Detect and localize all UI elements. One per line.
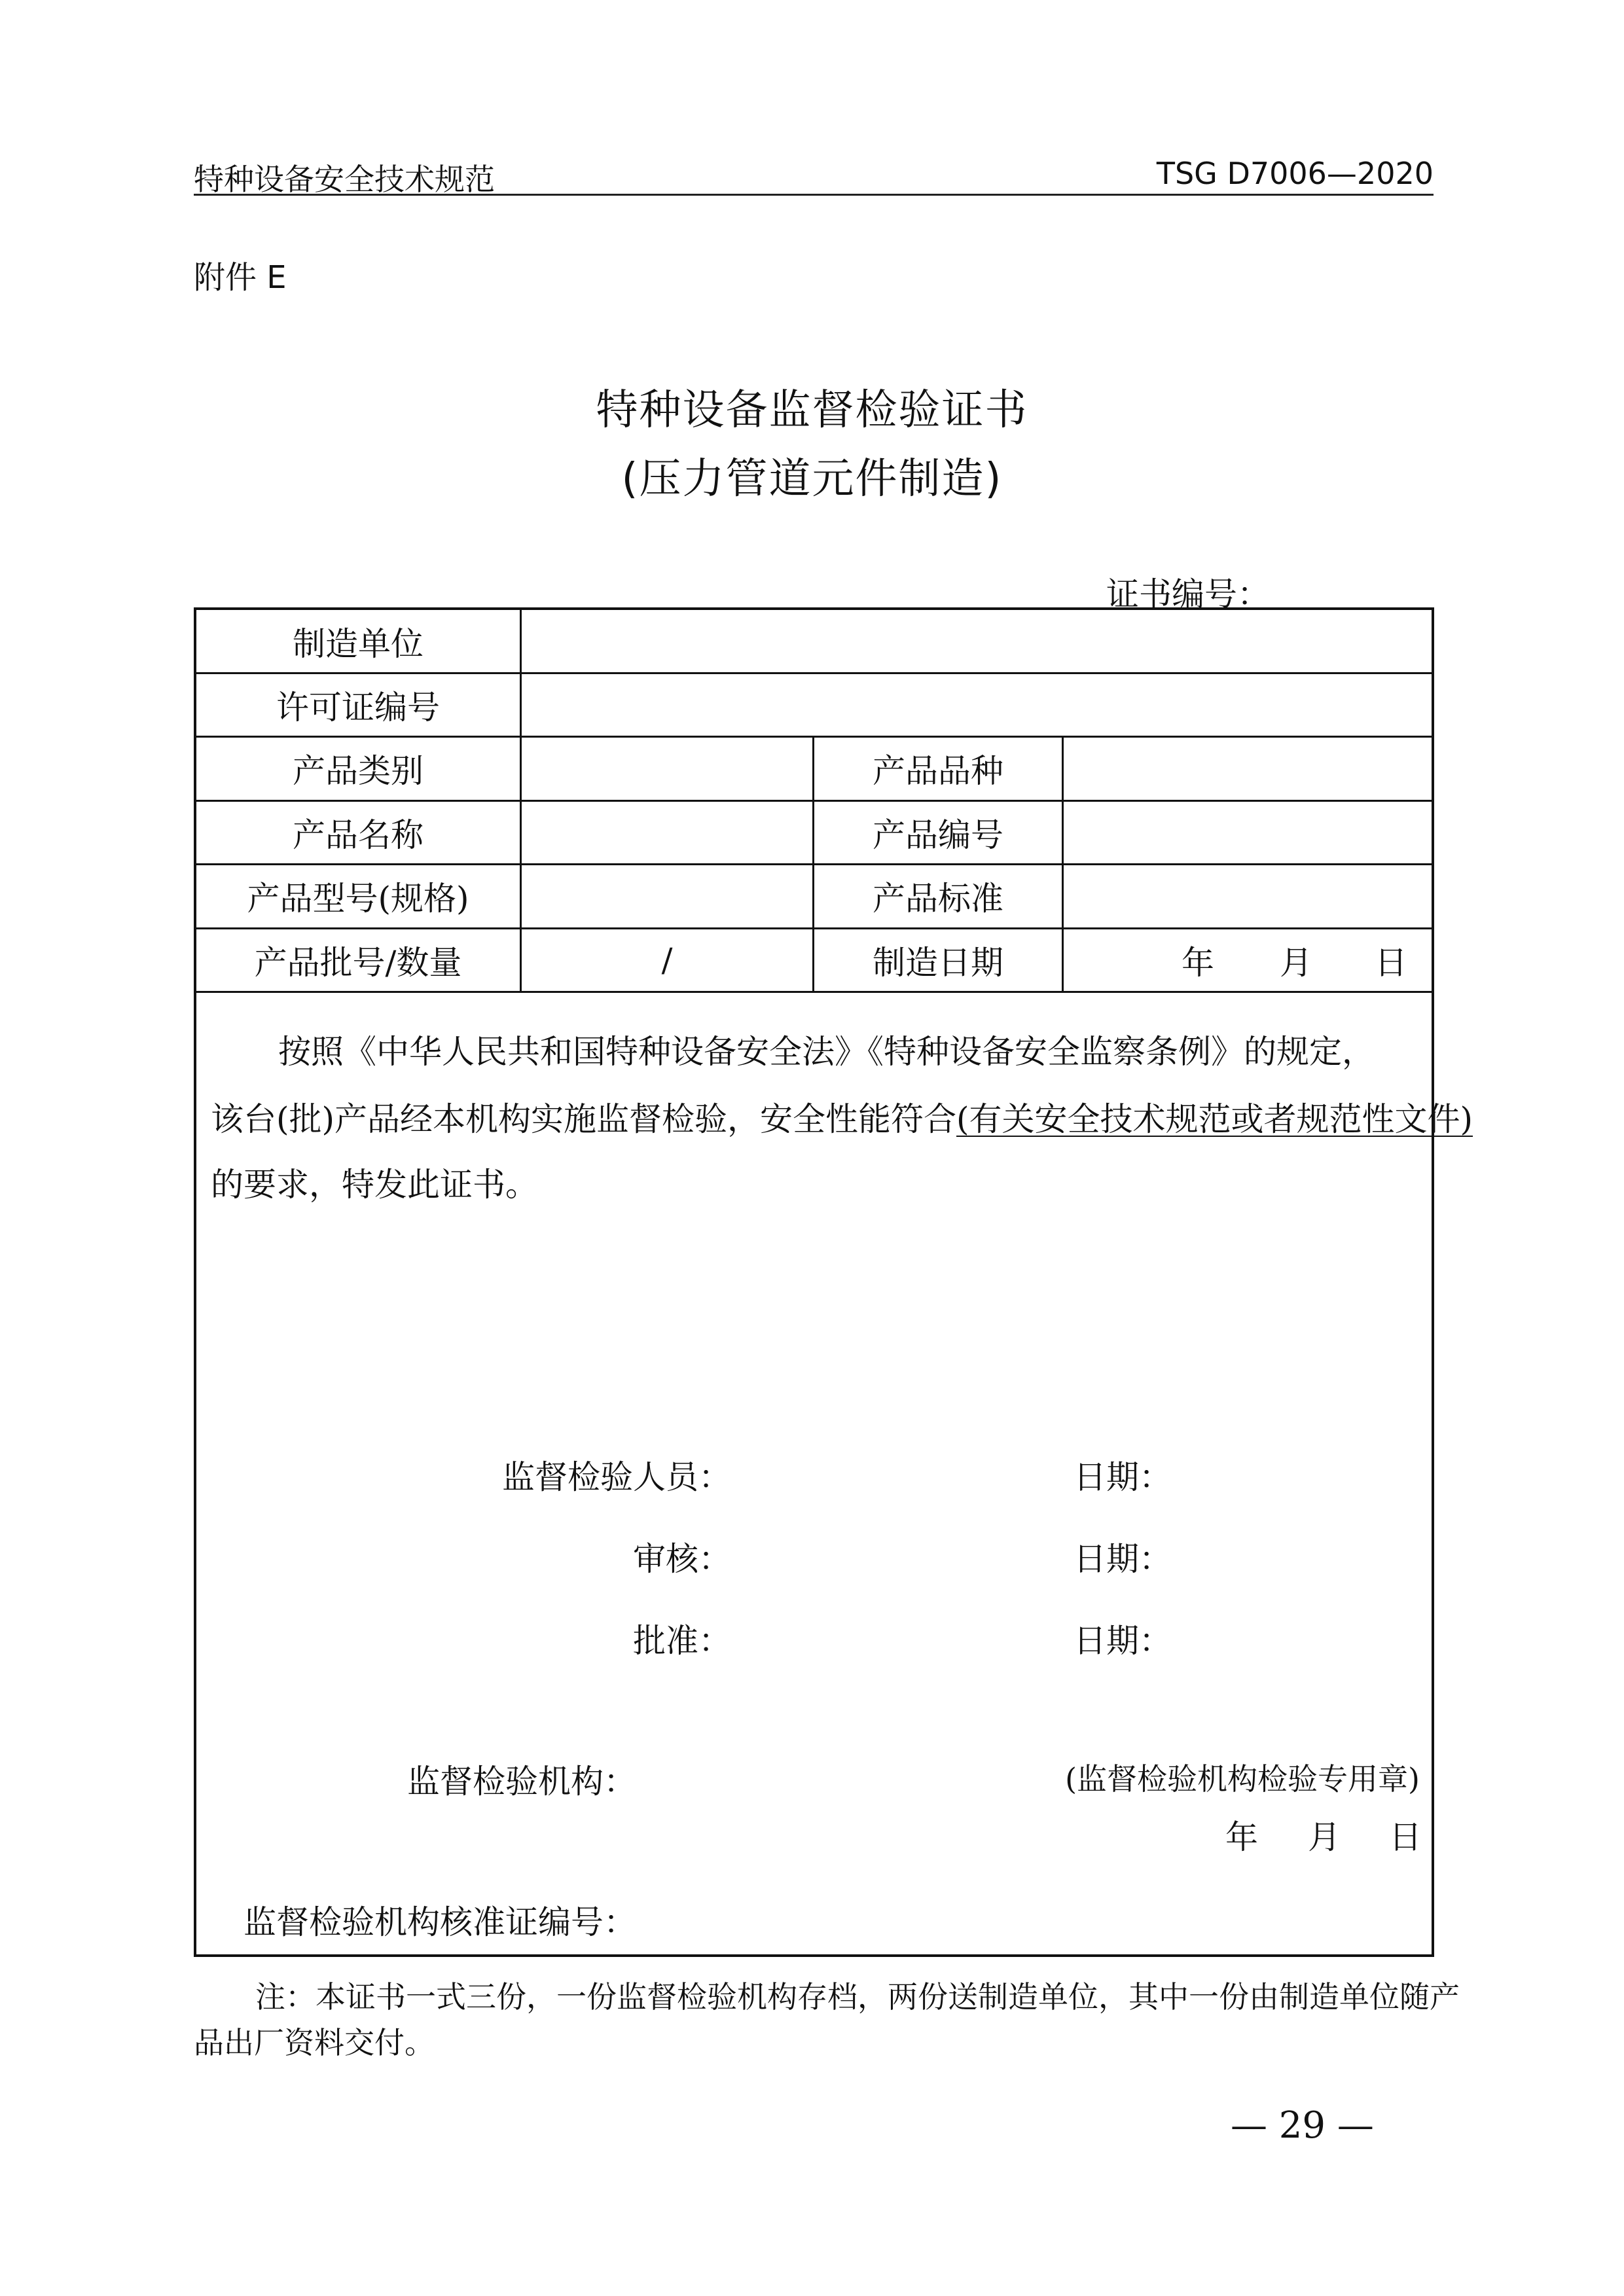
statement-line-2 [211, 1093, 1473, 1140]
product-standard-field[interactable] [1064, 865, 1432, 927]
product-number-field[interactable] [1064, 801, 1432, 863]
date-day-label: 日 [1375, 943, 1407, 982]
reviewer-label: 审核： [633, 1540, 731, 1578]
manufacturer-label: 制造单位 [293, 624, 424, 663]
product-name-label: 产品名称 [293, 816, 424, 854]
product-name-field[interactable] [522, 801, 812, 863]
certificate-form [194, 607, 1473, 1957]
regulation-reference: (有关安全技术规范或者规范性文件) [956, 1100, 1473, 1138]
note-line-1: 注：本证书一式三份，一份监督检验机构存档，两份送制造单位，其中一份由制造单位随产 [255, 1979, 1460, 2015]
manufacture-date-field[interactable] [1064, 929, 1432, 991]
agency-seal-label: (监督检验机构检验专用章) [1065, 1761, 1420, 1797]
page-number: — 29 — [1231, 2104, 1374, 2147]
page-subtitle: (压力管道元件制造) [621, 455, 1003, 503]
product-category-field[interactable] [522, 737, 812, 800]
reviewer-date-label: 日期： [1074, 1540, 1172, 1578]
batch-quantity-field[interactable]: / [661, 941, 673, 979]
product-standard-label: 产品标准 [873, 880, 1003, 918]
product-number-label: 产品编号 [873, 816, 1003, 854]
statement-line-2-text: 该台(批)产品经本机构实施监督检验，安全性能符合 [211, 1100, 957, 1138]
header-standard-code: TSG D7006—2020 [1156, 156, 1434, 191]
product-variety-field[interactable] [1064, 737, 1432, 800]
appendix-label: 附件 E [194, 259, 287, 296]
product-model-label: 产品型号(规格) [247, 880, 469, 918]
seal-day-label: 日 [1389, 1818, 1422, 1856]
inspector-date-label: 日期： [1074, 1458, 1172, 1496]
agency-label: 监督检验机构： [407, 1763, 636, 1801]
note-line-2: 品出厂资料交付。 [194, 2025, 435, 2060]
inspector-label: 监督检验人员： [502, 1458, 731, 1496]
product-category-label: 产品类别 [293, 752, 424, 790]
manufacture-date-label: 制造日期 [873, 943, 1003, 982]
page-title: 特种设备监督检验证书 [596, 386, 1028, 435]
batch-quantity-label: 产品批号/数量 [254, 943, 462, 982]
certificate-number-label: 证书编号： [1106, 575, 1270, 613]
manufacturer-field[interactable] [522, 610, 1432, 672]
seal-year-label: 年 [1225, 1818, 1258, 1856]
statement-line-1: 按照《中华人民共和国特种设备安全法》《特种设备安全监察条例》的规定， [278, 1033, 1375, 1071]
statement-line-3: 的要求，特发此证书。 [211, 1166, 538, 1204]
product-variety-label: 产品品种 [873, 752, 1003, 790]
product-model-field[interactable] [522, 865, 812, 927]
approver-label: 批准： [633, 1622, 731, 1660]
license-number-field[interactable] [522, 673, 1432, 736]
license-number-label: 许可证编号 [276, 688, 440, 726]
agency-approval-number-label: 监督检验机构核准证编号： [244, 1903, 636, 1941]
row-divider [196, 991, 1432, 993]
date-month-label: 月 [1280, 943, 1312, 982]
approver-date-label: 日期： [1074, 1622, 1172, 1660]
header-divider [194, 194, 1434, 196]
date-year-label: 年 [1182, 943, 1214, 982]
seal-month-label: 月 [1308, 1818, 1341, 1856]
header-title: 特种设备安全技术规范 [194, 162, 495, 197]
